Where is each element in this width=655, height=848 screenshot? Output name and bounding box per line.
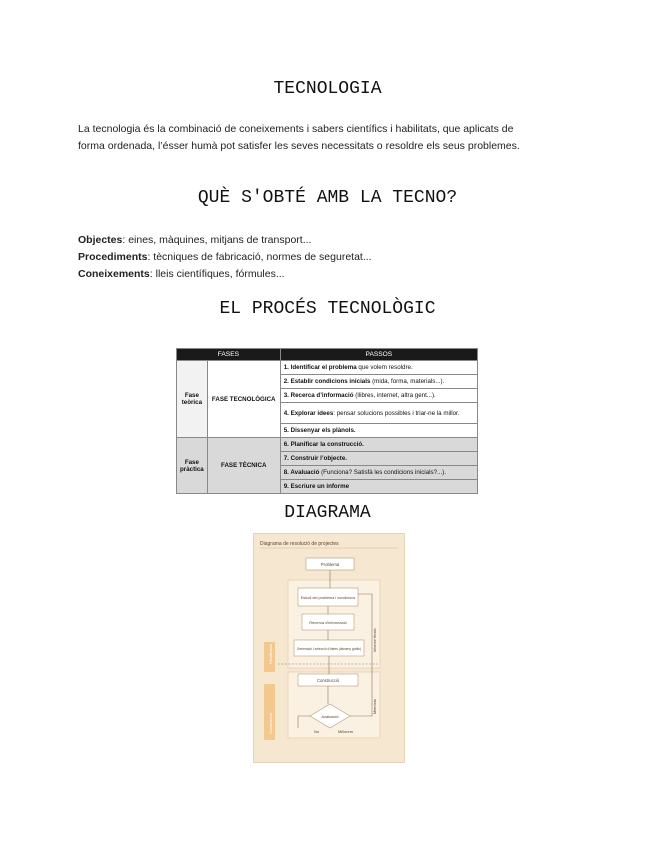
side-label: Construcció [268, 712, 273, 734]
bottom-label: Millorem [338, 729, 354, 734]
side-label: Planificació [268, 643, 273, 664]
right-label: Memòria [373, 699, 377, 714]
what-list [78, 232, 578, 283]
what-term: Procediments [78, 251, 148, 263]
intro-line-2: forma ordenada, l’ésser humà pot satisfer les seves necessitats o resoldre els seus problemes. [78, 140, 520, 152]
diagram-box-label: Problema [320, 562, 340, 567]
step-cell: 4. Explorar idees: pensar solucions possibles i triar-ne la millor. [280, 403, 477, 424]
right-label: Informe tècnic [373, 628, 377, 652]
what-desc: : lleis científiques, fórmules... [149, 268, 285, 280]
phase-name-cell: FASE TÈCNICA [207, 438, 280, 494]
what-item [78, 266, 578, 283]
section-heading-diagram: DIAGRAMA [284, 503, 371, 523]
diagram-box-label: Construcció [316, 678, 340, 683]
step-cell: 8. Avaluació (Funciona? Satisfà les condicions inicials?...). [280, 466, 477, 480]
diagram-caption: Diagrama de resolució de projectes [260, 541, 339, 547]
section-heading-what: QUÈ S'OBTÉ AMB LA TECNO? [197, 188, 458, 208]
step-cell: 7. Construir l’objecte. [280, 452, 477, 466]
step-cell: 9. Escriure un informe [280, 480, 477, 494]
page-title: TECNOLOGIA [273, 79, 382, 99]
step-cell: 2. Establir condicions inicials (mida, forma, materials...). [280, 375, 477, 389]
table-row [177, 438, 478, 452]
diagram-box-label: Avaluació [321, 714, 339, 719]
bottom-label: No [314, 729, 320, 734]
col-header-fases: FASES [177, 349, 281, 361]
section-heading-process: EL PROCÉS TECNOLÒGIC [219, 299, 436, 319]
table-row [177, 361, 478, 375]
diagram-box-label: Generació i selecció d'idees (disseny gràfic) [296, 647, 362, 651]
col-header-passos: PASSOS [280, 349, 477, 361]
process-diagram-image [253, 533, 405, 763]
diagram-box-label: Estudi del problema i condicions [300, 596, 356, 600]
intro-paragraph [78, 121, 578, 155]
phase-cell: Fase teòrica [177, 361, 208, 438]
step-cell: 3. Recerca d’informació (llibres, internet, altra gent...). [280, 389, 477, 403]
intro-line-1: La tecnologia és la combinació de coneixements i sabers científics i habilitats, que aplicats de [78, 123, 514, 135]
what-item [78, 232, 578, 249]
diagram-box-label: Recerca d'informació [309, 620, 347, 625]
what-term: Coneixements [78, 268, 150, 280]
what-desc: : tècniques de fabricació, normes de seguretat... [147, 251, 372, 263]
step-cell: 5. Dissenyar els plànols. [280, 424, 477, 438]
process-table [176, 348, 478, 494]
what-item [78, 249, 578, 266]
step-cell: 6. Planificar la construcció. [280, 438, 477, 452]
phase-cell: Fase pràctica [177, 438, 208, 494]
what-term: Objectes [78, 234, 123, 246]
step-cell: 1. Identificar el problema que volem resoldre. [280, 361, 477, 375]
what-desc: : eines, màquines, mitjans de transport... [122, 234, 312, 246]
phase-name-cell: FASE TECNOLÒGICA [207, 361, 280, 438]
